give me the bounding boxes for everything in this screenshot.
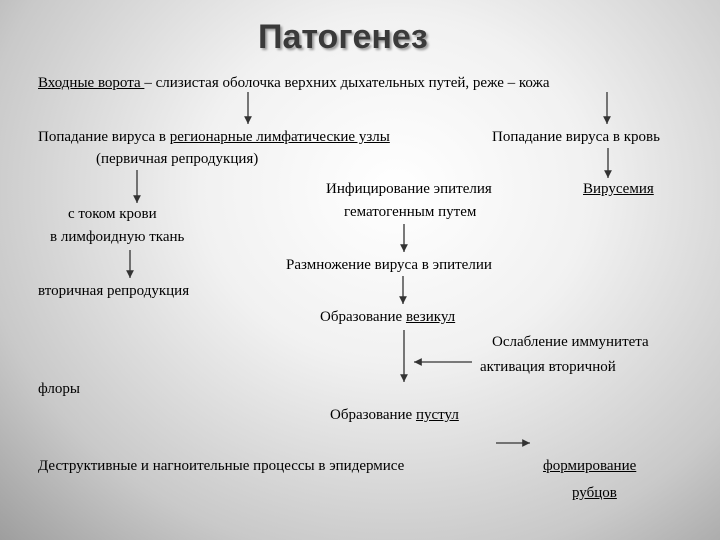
lymph-entry-prefix: Попадание вируса в [38, 129, 170, 145]
bloodstream-line1: с током крови [68, 206, 157, 222]
hematogenous-route-text: гематогенным путем [344, 204, 477, 220]
epithelium-infection-node: Инфицирование эпителия [326, 181, 492, 197]
virus-multiplication-node: Размножение вируса в эпителии [286, 257, 492, 273]
vesicle-prefix: Образование [320, 309, 406, 325]
pustules-link: пустул [415, 407, 459, 423]
pustule-prefix: Образование [330, 407, 416, 423]
primary-reproduction-note: (первичная репродукция) [96, 151, 259, 167]
bloodstream-line2: в лимфоидную ткань [50, 229, 185, 245]
scar-formation-line1: формирование [543, 458, 637, 474]
blood-entry-node: Попадание вируса в кровь [492, 129, 660, 145]
page-title: Патогенез [258, 18, 428, 56]
entry-gate-label: Входные ворота [38, 75, 145, 91]
destructive-processes-node: Деструктивные и нагноительные процессы в эпидермисе [38, 458, 405, 474]
secondary-reproduction-node: вторичная репродукция [38, 283, 190, 299]
viremia-node: Вирусемия [583, 181, 654, 197]
flora-text: флоры [38, 381, 80, 397]
lymph-nodes-link: регионарные лимфатические узлы [169, 129, 390, 145]
entry-gate-text: – слизистая оболочка верхних дыхательных путей, реже – кожа [144, 75, 550, 91]
immunity-weakening-line2: активация вторичной [480, 359, 616, 375]
immunity-weakening-line1: Ослабление иммунитета [492, 334, 649, 350]
scar-formation-line2: рубцов [572, 485, 617, 501]
vesicles-link: везикул [405, 309, 456, 325]
